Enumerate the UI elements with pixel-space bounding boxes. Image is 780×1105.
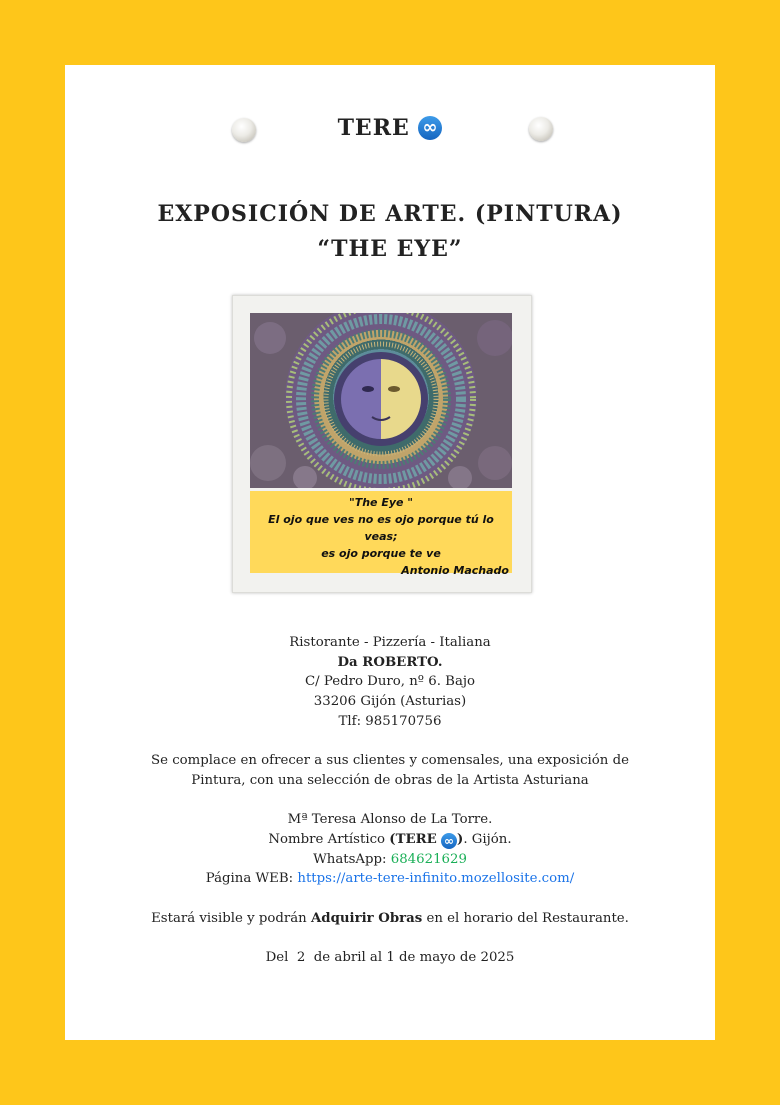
whatsapp-line bbox=[65, 850, 715, 870]
infinity-icon: ∞ bbox=[418, 116, 442, 140]
availability-suffix: en el horario del Restaurante. bbox=[422, 910, 629, 926]
caption-title: "The Eye " bbox=[348, 496, 414, 509]
artwork-caption bbox=[250, 491, 512, 577]
whatsapp-label: WhatsApp: bbox=[313, 851, 391, 867]
caption-line-2: es ojo porque te ve bbox=[321, 547, 441, 560]
intro-line-1: Se complace en ofrecer a sus clientes y comensales, una exposición de bbox=[151, 753, 629, 769]
brand-header bbox=[65, 115, 715, 141]
artistic-prefix: Nombre Artístico bbox=[268, 832, 390, 847]
brand-name: TERE bbox=[337, 115, 410, 141]
infinity-icon: ∞ bbox=[441, 833, 457, 849]
artistic-open: (TERE bbox=[389, 832, 437, 847]
restaurant-phone: Tlf: 985170756 bbox=[338, 713, 442, 729]
artistic-name-line bbox=[65, 830, 715, 850]
exhibition-dates: Del 2 de abril al 1 de mayo de 2025 bbox=[265, 950, 515, 966]
painting-art bbox=[250, 313, 512, 488]
flyer-body bbox=[65, 633, 715, 968]
availability-prefix: Estará visible y podrán bbox=[151, 910, 311, 926]
web-label: Página WEB: bbox=[205, 871, 298, 887]
caption-author: Antonio Machado bbox=[401, 564, 509, 577]
artistic-close: ) bbox=[457, 832, 464, 847]
whatsapp-number[interactable]: 684621629 bbox=[390, 851, 467, 867]
availability-bold: Adquirir Obras bbox=[310, 910, 423, 926]
title-line-2: “THE EYE” bbox=[317, 236, 463, 262]
title-line-1: EXPOSICIÓN DE ARTE. (PINTURA) bbox=[157, 201, 623, 227]
web-link[interactable]: https://arte-tere-infinito.mozellosite.com/ bbox=[297, 871, 575, 887]
restaurant-name: Da ROBERTO. bbox=[337, 654, 443, 670]
restaurant-address: C/ Pedro Duro, nº 6. Bajo bbox=[304, 674, 476, 690]
artistic-suffix: . Gijón. bbox=[463, 832, 512, 847]
flyer-page bbox=[65, 65, 715, 1040]
intro-line-2: Pintura, con una selección de obras de la Artista Asturiana bbox=[191, 772, 589, 788]
page-title bbox=[65, 197, 715, 267]
web-line bbox=[65, 869, 715, 889]
artist-name: Mª Teresa Alonso de La Torre. bbox=[287, 812, 493, 828]
availability-line bbox=[65, 909, 715, 929]
artwork-photo bbox=[232, 295, 532, 593]
the-eye-painting bbox=[250, 313, 512, 488]
restaurant-city: 33206 Gijón (Asturias) bbox=[313, 694, 467, 710]
restaurant-type: Ristorante - Pizzería - Italiana bbox=[289, 635, 491, 650]
caption-line-1: El ojo que ves no es ojo porque tú lo veas; bbox=[268, 513, 494, 543]
